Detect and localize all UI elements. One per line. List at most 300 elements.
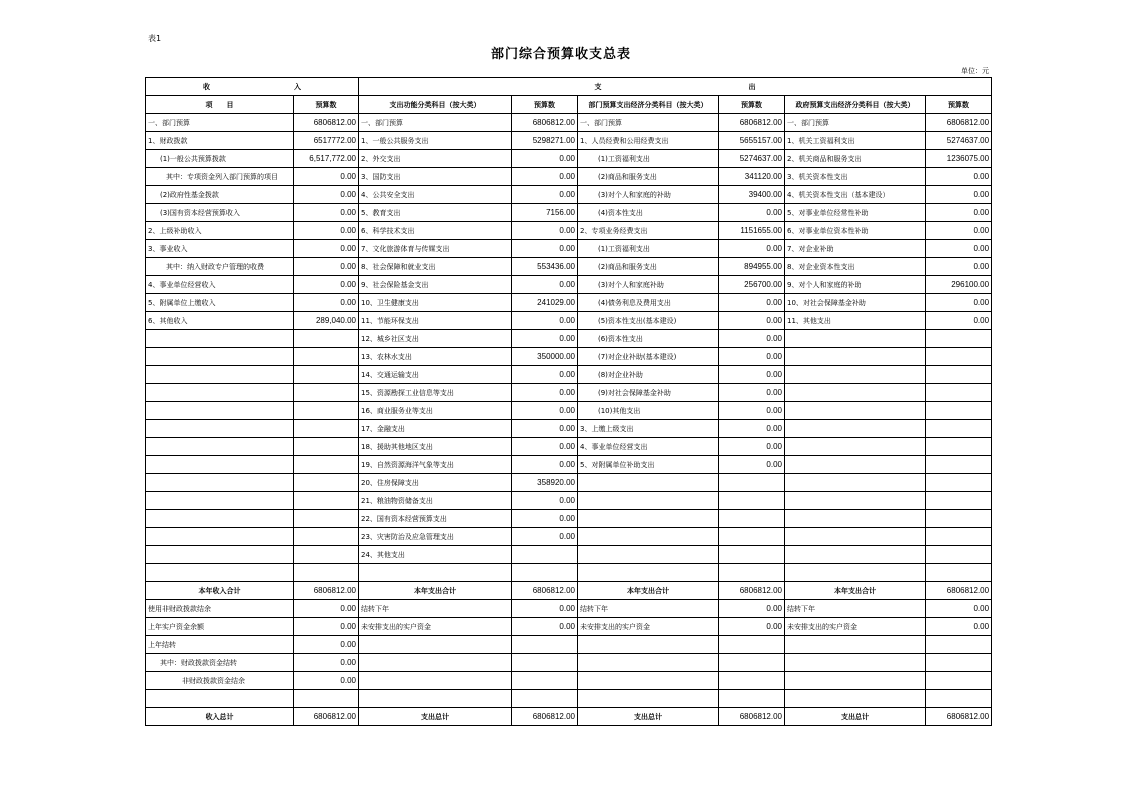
amount-cell: 0.00 xyxy=(926,204,992,222)
amount-cell: 0.00 xyxy=(294,186,359,204)
item-cell: (3)对个人和家庭的补助 xyxy=(578,186,719,204)
item-cell: 24、其他支出 xyxy=(359,546,512,564)
expense-group-header: 支 出 xyxy=(359,78,992,96)
amount-cell xyxy=(294,420,359,438)
table-row xyxy=(146,564,992,582)
amount-cell xyxy=(719,528,785,546)
amount-cell: 0.00 xyxy=(512,492,578,510)
item-cell: (5)资本性支出(基本建设) xyxy=(578,312,719,330)
item-cell: 未安排支出的实户资金 xyxy=(785,618,926,636)
table-row xyxy=(146,258,992,276)
amount-cell: 0.00 xyxy=(719,420,785,438)
unit-label: 单位：元 xyxy=(961,67,989,75)
item-cell: 上年结转 xyxy=(146,636,294,654)
item-cell: 3、机关资本性支出 xyxy=(785,168,926,186)
amount-cell: 256700.00 xyxy=(719,276,785,294)
amount-cell: 0.00 xyxy=(512,600,578,618)
item-cell: 结转下年 xyxy=(578,600,719,618)
item-cell: 收入总计 xyxy=(146,708,294,726)
item-cell: 9、对个人和家庭的补助 xyxy=(785,276,926,294)
amount-cell: 5655157.00 xyxy=(719,132,785,150)
item-cell: 9、社会保险基金支出 xyxy=(359,276,512,294)
item-cell: 4、机关资本性支出（基本建设） xyxy=(785,186,926,204)
amount-cell: 0.00 xyxy=(294,654,359,672)
table-row xyxy=(146,384,992,402)
item-cell xyxy=(146,528,294,546)
column-header: 预算数 xyxy=(719,96,785,114)
amount-cell: 0.00 xyxy=(512,312,578,330)
item-cell: 一、部门预算 xyxy=(578,114,719,132)
amount-cell xyxy=(926,672,992,690)
amount-cell: 0.00 xyxy=(719,600,785,618)
table-row xyxy=(146,492,992,510)
item-cell: 10、对社会保障基金补助 xyxy=(785,294,926,312)
item-cell: 2、上级补助收入 xyxy=(146,222,294,240)
amount-cell: 0.00 xyxy=(294,672,359,690)
amount-cell: 0.00 xyxy=(719,456,785,474)
amount-cell: 1236075.00 xyxy=(926,150,992,168)
item-cell: 7、文化旅游体育与传媒支出 xyxy=(359,240,512,258)
amount-cell: 6806812.00 xyxy=(926,114,992,132)
item-cell: 未安排支出的实户资金 xyxy=(359,618,512,636)
amount-cell: 0.00 xyxy=(512,618,578,636)
item-cell: 2、外交支出 xyxy=(359,150,512,168)
table-row xyxy=(146,402,992,420)
item-cell: 10、卫生健康支出 xyxy=(359,294,512,312)
item-cell: (4)债务利息及费用支出 xyxy=(578,294,719,312)
item-cell: 20、住房保障支出 xyxy=(359,474,512,492)
item-cell xyxy=(578,636,719,654)
item-cell: 1、机关工资福利支出 xyxy=(785,132,926,150)
item-cell xyxy=(146,384,294,402)
amount-cell xyxy=(926,330,992,348)
amount-cell xyxy=(294,474,359,492)
item-cell: (7)对企业补助(基本建设) xyxy=(578,348,719,366)
item-cell: 4、事业单位经营收入 xyxy=(146,276,294,294)
table-row xyxy=(146,312,992,330)
item-cell: 15、资源勘探工业信息等支出 xyxy=(359,384,512,402)
item-cell: (1)工资福利支出 xyxy=(578,240,719,258)
table-row xyxy=(146,528,992,546)
table-row xyxy=(146,294,992,312)
item-cell: 其中：财政拨款资金结转 xyxy=(146,654,294,672)
amount-cell: 894955.00 xyxy=(719,258,785,276)
item-cell: (3)对个人和家庭补助 xyxy=(578,276,719,294)
amount-cell xyxy=(294,384,359,402)
group-header-row xyxy=(146,78,992,96)
amount-cell: 0.00 xyxy=(926,222,992,240)
amount-cell xyxy=(926,348,992,366)
item-cell xyxy=(359,636,512,654)
item-cell xyxy=(578,690,719,708)
item-cell xyxy=(785,510,926,528)
table-row xyxy=(146,546,992,564)
item-cell: 支出总计 xyxy=(359,708,512,726)
amount-cell: 0.00 xyxy=(512,240,578,258)
amount-cell: 0.00 xyxy=(294,618,359,636)
item-cell: 一、部门预算 xyxy=(359,114,512,132)
item-cell: 23、灾害防治及应急管理支出 xyxy=(359,528,512,546)
amount-cell xyxy=(719,654,785,672)
amount-cell xyxy=(294,366,359,384)
item-cell: 6、对事业单位资本性补助 xyxy=(785,222,926,240)
item-cell xyxy=(785,492,926,510)
amount-cell: 0.00 xyxy=(926,312,992,330)
amount-cell: 5274637.00 xyxy=(926,132,992,150)
item-cell xyxy=(359,672,512,690)
amount-cell: 0.00 xyxy=(926,186,992,204)
item-cell: 支出总计 xyxy=(785,708,926,726)
amount-cell xyxy=(512,546,578,564)
amount-cell: 0.00 xyxy=(719,366,785,384)
item-cell: 14、交通运输支出 xyxy=(359,366,512,384)
item-cell xyxy=(785,384,926,402)
item-cell xyxy=(578,672,719,690)
item-cell: 本年支出合计 xyxy=(785,582,926,600)
column-header-row xyxy=(146,96,992,114)
amount-cell xyxy=(926,492,992,510)
item-cell: 3、上缴上级支出 xyxy=(578,420,719,438)
amount-cell xyxy=(926,384,992,402)
item-cell xyxy=(578,492,719,510)
amount-cell: 0.00 xyxy=(719,330,785,348)
item-cell: (8)对企业补助 xyxy=(578,366,719,384)
table-row xyxy=(146,582,992,600)
item-cell xyxy=(785,456,926,474)
amount-cell: 6806812.00 xyxy=(294,114,359,132)
amount-cell: 1151655.00 xyxy=(719,222,785,240)
item-cell: (2)商品和服务支出 xyxy=(578,258,719,276)
item-cell: 8、对企业资本性支出 xyxy=(785,258,926,276)
amount-cell: 0.00 xyxy=(512,456,578,474)
item-cell: 2、专项业务经费支出 xyxy=(578,222,719,240)
amount-cell: 0.00 xyxy=(512,438,578,456)
item-cell xyxy=(146,330,294,348)
amount-cell: 0.00 xyxy=(512,150,578,168)
amount-cell: 553436.00 xyxy=(512,258,578,276)
table-row xyxy=(146,690,992,708)
amount-cell xyxy=(926,528,992,546)
item-cell: 5、教育支出 xyxy=(359,204,512,222)
item-cell: 使用非财政拨款结余 xyxy=(146,600,294,618)
amount-cell xyxy=(294,564,359,582)
amount-cell: 5298271.00 xyxy=(512,132,578,150)
amount-cell: 0.00 xyxy=(512,222,578,240)
amount-cell: 0.00 xyxy=(294,258,359,276)
amount-cell xyxy=(926,654,992,672)
item-cell: 结转下年 xyxy=(359,600,512,618)
amount-cell: 6806812.00 xyxy=(512,114,578,132)
amount-cell: 0.00 xyxy=(719,384,785,402)
item-cell: (6)资本性支出 xyxy=(578,330,719,348)
amount-cell: 6806812.00 xyxy=(719,708,785,726)
amount-cell: 0.00 xyxy=(719,618,785,636)
item-cell: (9)对社会保障基金补助 xyxy=(578,384,719,402)
amount-cell: 7156.00 xyxy=(512,204,578,222)
item-cell xyxy=(785,348,926,366)
item-cell xyxy=(578,546,719,564)
item-cell xyxy=(146,456,294,474)
item-cell: 16、商业服务业等支出 xyxy=(359,402,512,420)
amount-cell xyxy=(294,348,359,366)
amount-cell: 0.00 xyxy=(512,420,578,438)
amount-cell: 0.00 xyxy=(512,276,578,294)
item-cell xyxy=(785,636,926,654)
amount-cell xyxy=(926,510,992,528)
amount-cell: 6806812.00 xyxy=(294,582,359,600)
amount-cell: 6806812.00 xyxy=(719,582,785,600)
item-cell xyxy=(359,654,512,672)
amount-cell: 6,517,772.00 xyxy=(294,150,359,168)
amount-cell xyxy=(719,564,785,582)
table-row xyxy=(146,600,992,618)
column-header: 预算数 xyxy=(926,96,992,114)
item-cell xyxy=(785,654,926,672)
amount-cell xyxy=(294,402,359,420)
amount-cell: 6517772.00 xyxy=(294,132,359,150)
table-row xyxy=(146,708,992,726)
amount-cell xyxy=(719,690,785,708)
column-header: 项 目 xyxy=(146,96,294,114)
table-row xyxy=(146,330,992,348)
column-header: 支出功能分类科目（按大类） xyxy=(359,96,512,114)
item-cell: 13、农林水支出 xyxy=(359,348,512,366)
amount-cell: 0.00 xyxy=(512,168,578,186)
table-row xyxy=(146,348,992,366)
amount-cell: 350000.00 xyxy=(512,348,578,366)
amount-cell xyxy=(512,672,578,690)
table-row xyxy=(146,366,992,384)
item-cell xyxy=(146,366,294,384)
item-cell: 非财政拨款资金结余 xyxy=(146,672,294,690)
item-cell: 17、金融支出 xyxy=(359,420,512,438)
amount-cell xyxy=(926,402,992,420)
amount-cell: 289,040.00 xyxy=(294,312,359,330)
item-cell: 本年支出合计 xyxy=(359,582,512,600)
item-cell xyxy=(146,402,294,420)
item-cell xyxy=(146,690,294,708)
item-cell: 其中：专项资金列入部门预算的项目 xyxy=(146,168,294,186)
item-cell xyxy=(359,564,512,582)
item-cell: (1)工资福利支出 xyxy=(578,150,719,168)
amount-cell: 0.00 xyxy=(926,168,992,186)
item-cell: (4)资本性支出 xyxy=(578,204,719,222)
item-cell: 支出总计 xyxy=(578,708,719,726)
amount-cell xyxy=(926,690,992,708)
amount-cell xyxy=(294,438,359,456)
table-row xyxy=(146,186,992,204)
item-cell: 5、附属单位上缴收入 xyxy=(146,294,294,312)
amount-cell: 0.00 xyxy=(719,204,785,222)
amount-cell xyxy=(512,564,578,582)
table-row xyxy=(146,204,992,222)
item-cell xyxy=(146,474,294,492)
amount-cell: 0.00 xyxy=(512,366,578,384)
item-cell: 本年收入合计 xyxy=(146,582,294,600)
amount-cell: 358920.00 xyxy=(512,474,578,492)
table-row xyxy=(146,240,992,258)
amount-cell: 0.00 xyxy=(926,618,992,636)
item-cell: 4、公共安全支出 xyxy=(359,186,512,204)
item-cell xyxy=(785,330,926,348)
column-header: 预算数 xyxy=(512,96,578,114)
item-cell: 3、事业收入 xyxy=(146,240,294,258)
item-cell: (2)政府性基金拨款 xyxy=(146,186,294,204)
table-row xyxy=(146,438,992,456)
amount-cell: 6806812.00 xyxy=(294,708,359,726)
table-row xyxy=(146,132,992,150)
amount-cell xyxy=(926,546,992,564)
item-cell: 8、社会保障和就业支出 xyxy=(359,258,512,276)
page-title: 部门综合预算收支总表 xyxy=(490,47,631,62)
amount-cell: 0.00 xyxy=(512,384,578,402)
amount-cell: 0.00 xyxy=(719,438,785,456)
item-cell xyxy=(785,474,926,492)
amount-cell: 5274637.00 xyxy=(719,150,785,168)
amount-cell xyxy=(294,528,359,546)
amount-cell: 0.00 xyxy=(512,402,578,420)
amount-cell: 0.00 xyxy=(294,240,359,258)
amount-cell xyxy=(294,456,359,474)
amount-cell: 341120.00 xyxy=(719,168,785,186)
item-cell: 22、国有资本经营预算支出 xyxy=(359,510,512,528)
amount-cell xyxy=(512,636,578,654)
amount-cell: 0.00 xyxy=(294,276,359,294)
budget-summary-table xyxy=(145,77,992,726)
item-cell xyxy=(785,402,926,420)
amount-cell: 0.00 xyxy=(926,258,992,276)
amount-cell: 0.00 xyxy=(512,528,578,546)
table-row xyxy=(146,618,992,636)
item-cell: 其中：纳入财政专户管理的收费 xyxy=(146,258,294,276)
item-cell: 1、财政拨款 xyxy=(146,132,294,150)
item-cell: 5、对事业单位经常性补助 xyxy=(785,204,926,222)
item-cell: 1、一般公共服务支出 xyxy=(359,132,512,150)
item-cell xyxy=(146,492,294,510)
item-cell xyxy=(359,690,512,708)
item-cell xyxy=(785,420,926,438)
amount-cell xyxy=(294,492,359,510)
amount-cell xyxy=(926,474,992,492)
table-row xyxy=(146,150,992,168)
item-cell: 一、部门预算 xyxy=(785,114,926,132)
amount-cell: 241029.00 xyxy=(512,294,578,312)
column-header: 政府预算支出经济分类科目（按大类） xyxy=(785,96,926,114)
amount-cell xyxy=(294,546,359,564)
item-cell: 结转下年 xyxy=(785,600,926,618)
item-cell xyxy=(785,564,926,582)
item-cell: 上年实户资金余额 xyxy=(146,618,294,636)
item-cell xyxy=(578,564,719,582)
table-row xyxy=(146,168,992,186)
amount-cell: 0.00 xyxy=(294,294,359,312)
item-cell: (10)其他支出 xyxy=(578,402,719,420)
item-cell: 一、部门预算 xyxy=(146,114,294,132)
item-cell: (2)商品和服务支出 xyxy=(578,168,719,186)
item-cell: 6、其他收入 xyxy=(146,312,294,330)
amount-cell: 0.00 xyxy=(294,636,359,654)
item-cell: (3)国有资本经营预算收入 xyxy=(146,204,294,222)
amount-cell xyxy=(719,636,785,654)
amount-cell xyxy=(926,420,992,438)
table-row xyxy=(146,222,992,240)
table-row xyxy=(146,510,992,528)
amount-cell xyxy=(926,636,992,654)
amount-cell: 39400.00 xyxy=(719,186,785,204)
amount-cell: 0.00 xyxy=(719,312,785,330)
amount-cell xyxy=(512,690,578,708)
column-header: 预算数 xyxy=(294,96,359,114)
amount-cell xyxy=(926,564,992,582)
item-cell xyxy=(785,366,926,384)
amount-cell xyxy=(719,474,785,492)
amount-cell xyxy=(719,672,785,690)
table-number: 表1 xyxy=(148,34,162,43)
item-cell: 11、节能环保支出 xyxy=(359,312,512,330)
table-row xyxy=(146,456,992,474)
table-body xyxy=(146,78,992,726)
item-cell xyxy=(578,654,719,672)
item-cell: 未安排支出的实户资金 xyxy=(578,618,719,636)
amount-cell: 0.00 xyxy=(512,510,578,528)
amount-cell: 0.00 xyxy=(926,600,992,618)
item-cell xyxy=(146,420,294,438)
amount-cell: 0.00 xyxy=(719,348,785,366)
amount-cell: 6806812.00 xyxy=(926,708,992,726)
amount-cell: 0.00 xyxy=(512,330,578,348)
amount-cell xyxy=(719,510,785,528)
item-cell xyxy=(578,474,719,492)
item-cell xyxy=(146,510,294,528)
item-cell: 4、事业单位经营支出 xyxy=(578,438,719,456)
amount-cell: 0.00 xyxy=(719,240,785,258)
item-cell xyxy=(785,438,926,456)
column-header: 部门预算支出经济分类科目（按大类） xyxy=(578,96,719,114)
item-cell xyxy=(785,690,926,708)
table-row xyxy=(146,114,992,132)
amount-cell: 0.00 xyxy=(294,204,359,222)
item-cell xyxy=(785,546,926,564)
amount-cell: 0.00 xyxy=(294,222,359,240)
item-cell xyxy=(578,510,719,528)
item-cell: 5、对附属单位补助支出 xyxy=(578,456,719,474)
item-cell: 18、援助其他地区支出 xyxy=(359,438,512,456)
amount-cell: 6806812.00 xyxy=(512,582,578,600)
amount-cell: 6806812.00 xyxy=(719,114,785,132)
amount-cell: 0.00 xyxy=(719,402,785,420)
item-cell: 21、粮油物资储备支出 xyxy=(359,492,512,510)
item-cell: 1、人员经费和公用经费支出 xyxy=(578,132,719,150)
amount-cell xyxy=(926,366,992,384)
amount-cell xyxy=(512,654,578,672)
amount-cell: 0.00 xyxy=(294,168,359,186)
item-cell xyxy=(785,672,926,690)
item-cell: 11、其他支出 xyxy=(785,312,926,330)
item-cell: 19、自然资源海洋气象等支出 xyxy=(359,456,512,474)
amount-cell xyxy=(294,510,359,528)
item-cell xyxy=(146,564,294,582)
amount-cell: 6806812.00 xyxy=(512,708,578,726)
amount-cell: 296100.00 xyxy=(926,276,992,294)
amount-cell: 0.00 xyxy=(926,294,992,312)
income-group-header: 收 入 xyxy=(146,78,359,96)
table-row xyxy=(146,420,992,438)
amount-cell: 0.00 xyxy=(512,186,578,204)
amount-cell xyxy=(294,690,359,708)
item-cell xyxy=(146,438,294,456)
amount-cell xyxy=(926,438,992,456)
item-cell: (1)一般公共预算拨款 xyxy=(146,150,294,168)
